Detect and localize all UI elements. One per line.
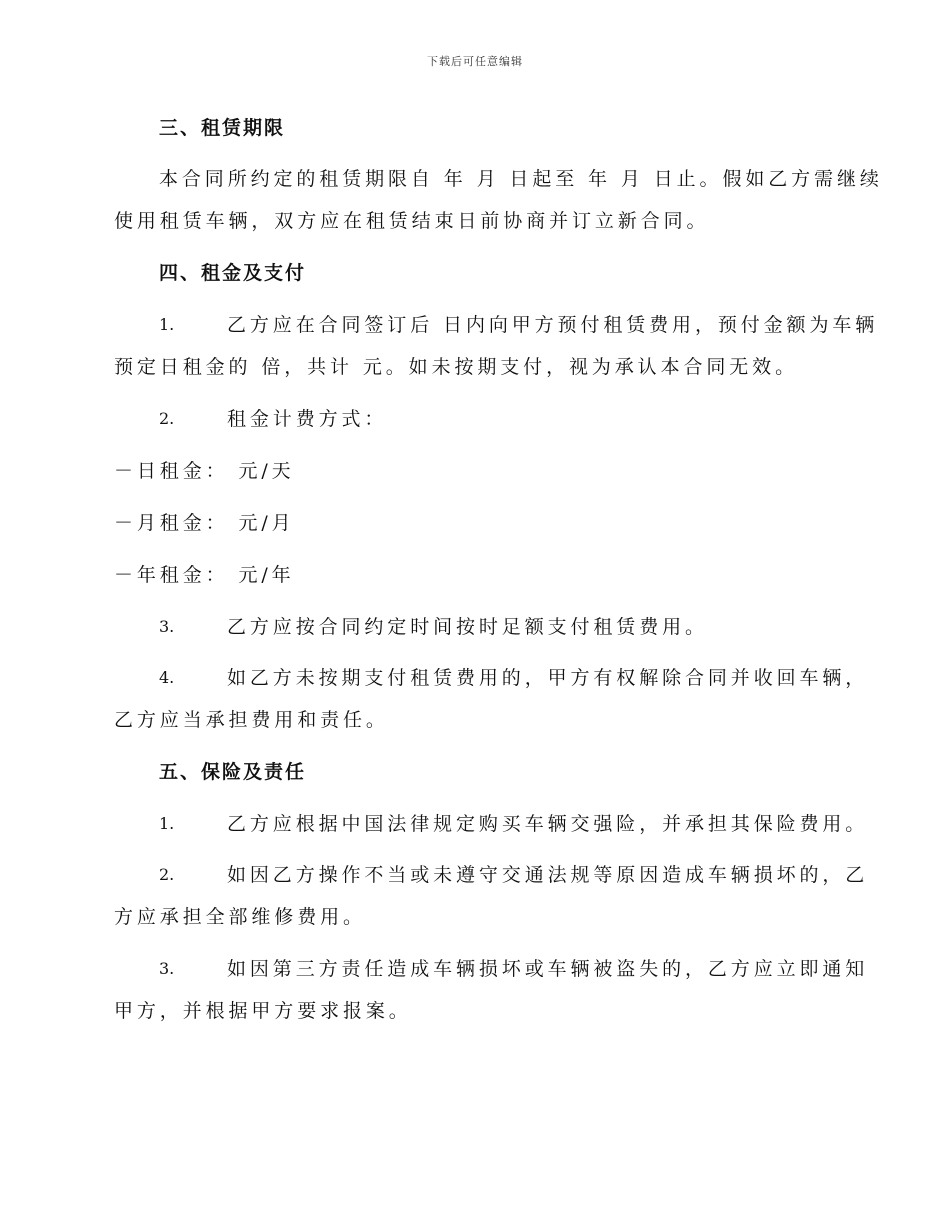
rent-item-2-line-1: 租金计费方式： xyxy=(227,408,388,430)
insurance-item-2-line-2: 方应承担全部维修费用。 xyxy=(114,906,366,928)
rent-item-4-line-1: 如乙方未按期支付租赁费用的，甲方有权解除合同并收回车辆， xyxy=(227,667,869,689)
rent-item-3-line-1: 乙方应按合同约定时间按时足额支付租赁费用。 xyxy=(227,616,708,638)
insurance-item-3-line-1: 如因第三方责任造成车辆损坏或车辆被盗失的，乙方应立即通知 xyxy=(227,958,869,980)
section-heading-lease-term: 三、租赁期限 xyxy=(159,117,286,139)
section-heading-rent-payment: 四、租金及支付 xyxy=(159,262,307,284)
list-number: 4. xyxy=(159,668,175,687)
page-header: 下载后可任意编辑 xyxy=(427,55,523,68)
list-number: 3. xyxy=(159,959,175,978)
rent-monthly: －月租金： 元/月 xyxy=(114,512,295,534)
list-number: 2. xyxy=(159,865,175,884)
rent-yearly: －年租金： 元/年 xyxy=(114,564,295,586)
insurance-item-1-line-1: 乙方应根据中国法律规定购买车辆交强险，并承担其保险费用。 xyxy=(227,813,869,835)
rent-item-1-line-2: 预定日租金的 倍，共计 元。如未按期支付，视为承认本合同无效。 xyxy=(114,356,798,378)
list-number: 1. xyxy=(159,814,175,833)
rent-daily: －日租金： 元/天 xyxy=(114,460,295,482)
list-number: 3. xyxy=(159,617,175,636)
insurance-item-3-line-2: 甲方，并根据甲方要求报案。 xyxy=(114,1000,412,1022)
rent-item-1-line-1: 乙方应在合同签订后 日内向甲方预付租赁费用，预付金额为车辆 xyxy=(227,314,879,336)
lease-term-paragraph-line-1: 本合同所约定的租赁期限自 年 月 日起至 年 月 日止。假如乙方需继续 xyxy=(159,168,883,190)
rent-item-4-line-2: 乙方应当承担费用和责任。 xyxy=(114,709,389,731)
lease-term-paragraph-line-2: 使用租赁车辆，双方应在租赁结束日前协商并订立新合同。 xyxy=(114,210,710,232)
insurance-item-2-line-1: 如因乙方操作不当或未遵守交通法规等原因造成车辆损坏的，乙 xyxy=(227,864,869,886)
section-heading-insurance-liability: 五、保险及责任 xyxy=(159,761,307,783)
list-number: 2. xyxy=(159,409,175,428)
list-number: 1. xyxy=(159,315,175,334)
